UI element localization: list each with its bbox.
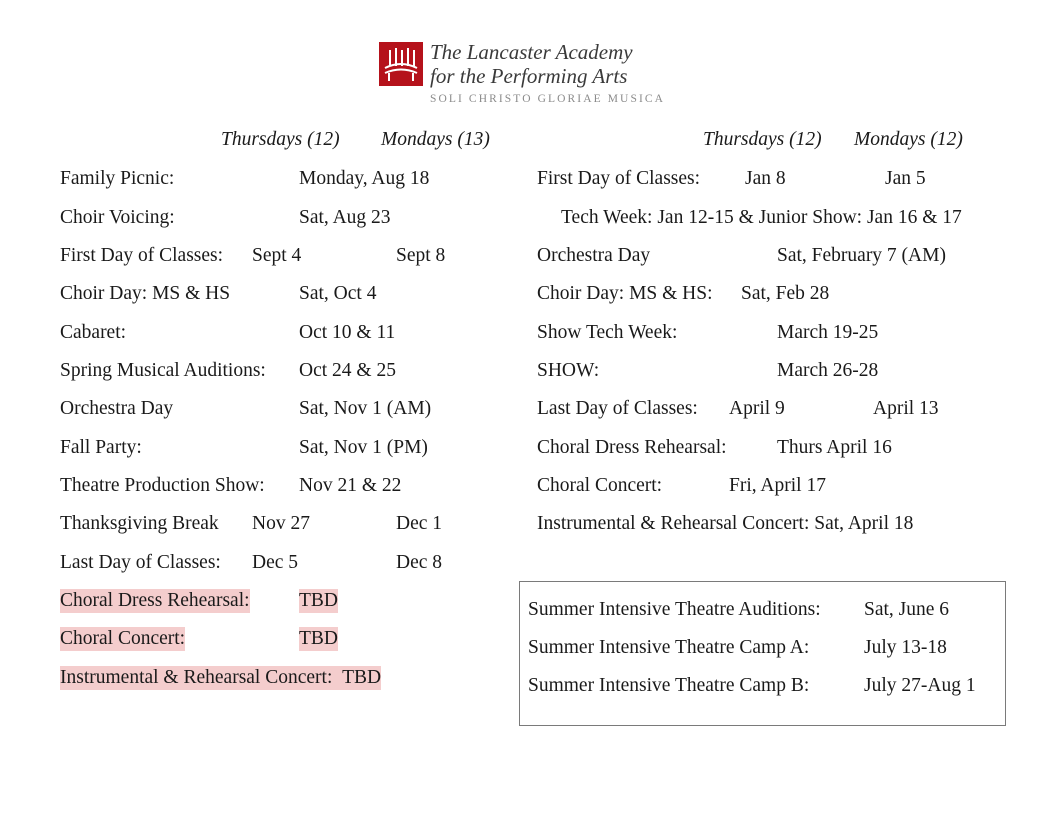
- summer-row-label: Summer Intensive Theatre Auditions:: [528, 599, 821, 620]
- fall-row-value: Oct 24 & 25: [299, 360, 396, 381]
- summer-row-label: Summer Intensive Theatre Camp A:: [528, 637, 810, 658]
- fall-row-value: Nov 21 & 22: [299, 475, 402, 496]
- fall-row-value: Sat, Oct 4: [299, 283, 377, 304]
- fall-row-label-highlighted: Choral Dress Rehearsal:: [60, 590, 250, 611]
- spring-header-thursdays: Thursdays (12): [703, 129, 822, 150]
- spring-row-text: Tech Week: Jan 12-15 & Junior Show: Jan 16 & 17: [561, 207, 962, 228]
- spring-row-thursday-date: Jan 8: [745, 168, 786, 189]
- fall-row-label: Cabaret:: [60, 322, 127, 343]
- fall-header-mondays: Mondays (13): [381, 129, 490, 150]
- summer-row-label: Summer Intensive Theatre Camp B:: [528, 675, 810, 696]
- fall-row-label-highlighted: Choral Concert:: [60, 628, 186, 649]
- spring-row-value: Thurs April 16: [777, 437, 892, 458]
- fall-row-value-highlighted: TBD: [299, 628, 338, 649]
- academy-emblem-icon: [379, 42, 423, 86]
- spring-row-value: Sat, February 7 (AM): [777, 245, 946, 266]
- fall-row-value: Sat, Aug 23: [299, 207, 391, 228]
- spring-row-label: Show Tech Week:: [537, 322, 678, 343]
- fall-row-value: Sat, Nov 1 (AM): [299, 398, 432, 419]
- spring-row-monday-date: April 13: [873, 398, 939, 419]
- spring-row-value: Sat, Feb 28: [741, 283, 830, 304]
- fall-row-label: First Day of Classes:: [60, 245, 224, 266]
- fall-row-label: Theatre Production Show:: [60, 475, 265, 496]
- spring-row-label: First Day of Classes:: [537, 168, 701, 189]
- fall-row-label: Thanksgiving Break: [60, 513, 219, 534]
- spring-row-text: Instrumental & Rehearsal Concert: Sat, April 18: [537, 513, 914, 534]
- spring-row-label: SHOW:: [537, 360, 600, 381]
- fall-row-combined-highlighted: [60, 666, 381, 690]
- spring-row-value: March 26-28: [777, 360, 879, 381]
- summer-row-value: July 27-Aug 1: [864, 675, 976, 696]
- fall-row-thursday-date: Nov 27: [252, 513, 310, 534]
- logo-motto: SOLI CHRISTO GLORIAE MUSICA: [430, 93, 666, 105]
- fall-row-label: Fall Party:: [60, 437, 142, 458]
- fall-row-thursday-date: Sept 4: [252, 245, 302, 266]
- fall-row-label: Choir Voicing:: [60, 207, 175, 228]
- spring-row-label: Choir Day: MS & HS:: [537, 283, 713, 304]
- fall-row-label: Orchestra Day: [60, 398, 174, 419]
- logo-line-2: for the Performing Arts: [430, 64, 628, 88]
- fall-row-thursday-date: Dec 5: [252, 552, 299, 573]
- summer-row-value: July 13-18: [864, 637, 947, 658]
- fall-row-monday-date: Dec 1: [396, 513, 443, 534]
- fall-row-label: Choir Day: MS & HS: [60, 283, 231, 304]
- fall-row-value: Monday, Aug 18: [299, 168, 430, 189]
- fall-row-value: Oct 10 & 11: [299, 322, 396, 343]
- fall-row-label: Family Picnic:: [60, 168, 175, 189]
- summer-row-value: Sat, June 6: [864, 599, 950, 620]
- spring-row-value: Fri, April 17: [729, 475, 826, 496]
- fall-row-label: Last Day of Classes:: [60, 552, 221, 573]
- spring-row-label: Choral Concert:: [537, 475, 663, 496]
- academy-logo: [352, 30, 704, 116]
- fall-row-value: Sat, Nov 1 (PM): [299, 437, 428, 458]
- spring-header-mondays: Mondays (12): [854, 129, 963, 150]
- spring-row-value: March 19-25: [777, 322, 879, 343]
- fall-row-monday-date: Sept 8: [396, 245, 446, 266]
- spring-row-label: Last Day of Classes:: [537, 398, 698, 419]
- fall-header-thursdays: Thursdays (12): [221, 129, 340, 150]
- spring-row-label: Orchestra Day: [537, 245, 651, 266]
- spring-row-monday-date: Jan 5: [885, 168, 926, 189]
- fall-row-value: TBD: [342, 667, 382, 688]
- spring-row-label: Choral Dress Rehearsal:: [537, 437, 727, 458]
- logo-line-1: The Lancaster Academy: [430, 40, 633, 64]
- fall-row-value-highlighted: TBD: [299, 590, 338, 611]
- fall-row-monday-date: Dec 8: [396, 552, 443, 573]
- fall-row-label: Instrumental & Rehearsal Concert:: [60, 667, 333, 688]
- fall-row-label: Spring Musical Auditions:: [60, 360, 266, 381]
- spring-row-thursday-date: April 9: [729, 398, 785, 419]
